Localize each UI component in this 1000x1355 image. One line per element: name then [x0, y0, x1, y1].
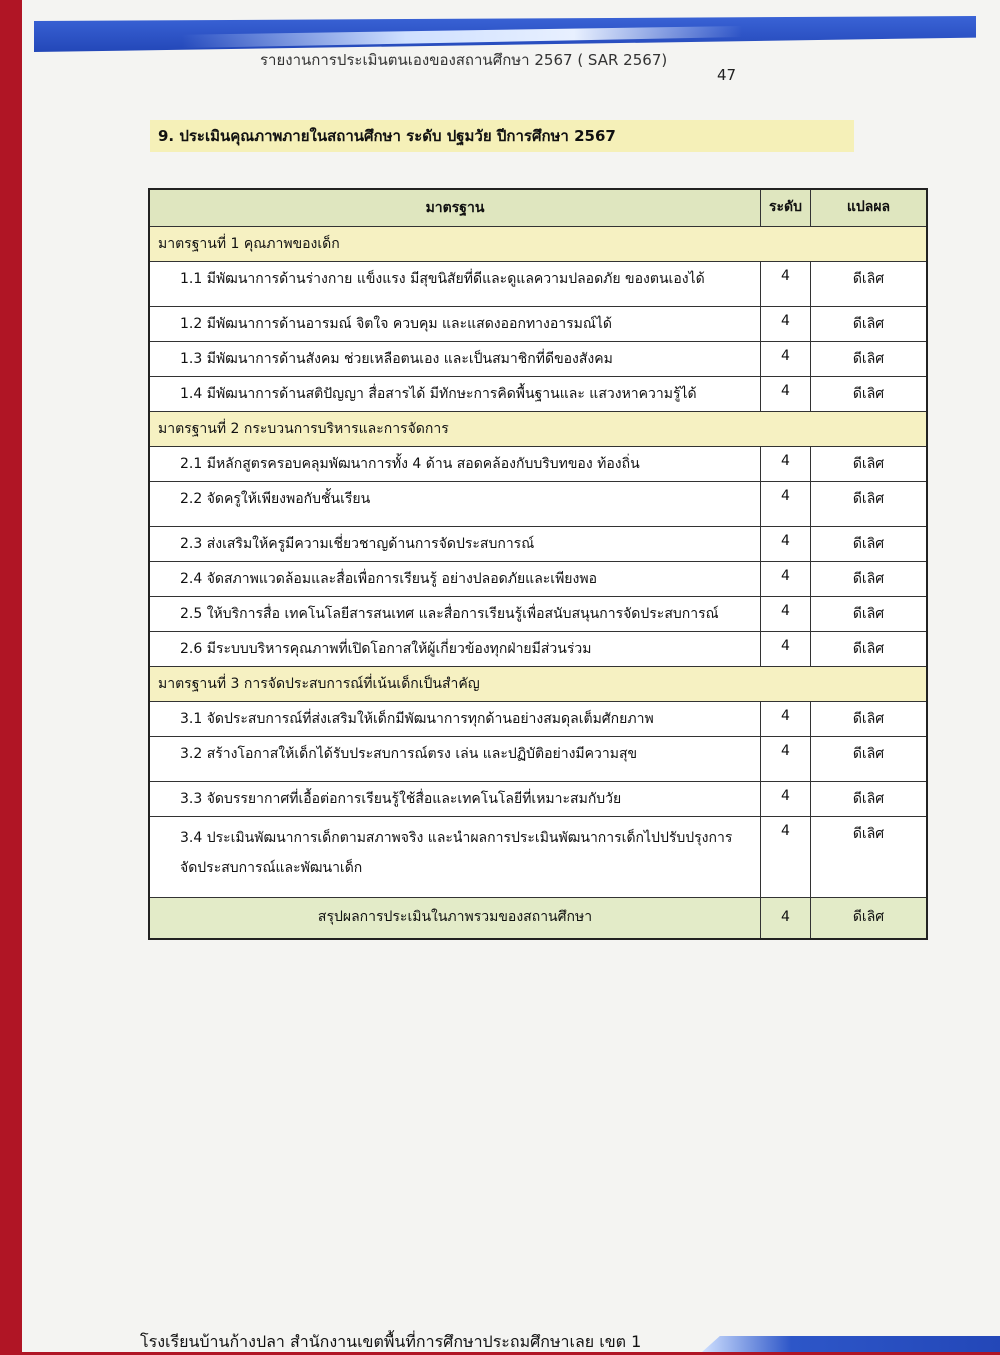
item-level: 4: [760, 632, 810, 666]
group-row: [150, 667, 926, 702]
item-text: 3.1 จัดประสบการณ์ที่ส่งเสริมให้เด็กมีพัฒนาการทุกด้านอย่างสมดุลเต็มศักยภาพ: [180, 711, 654, 727]
item-result: ดีเลิศ: [810, 817, 926, 897]
group-title: มาตรฐานที่ 2 กระบวนการบริหารและการจัดการ: [158, 421, 449, 437]
group-title: มาตรฐานที่ 1 คุณภาพของเด็ก: [158, 236, 340, 252]
footer-band: [702, 1336, 1000, 1352]
section-title: 9. ประเมินคุณภาพภายในสถานศึกษา ระดับ ปฐมวัย ปีการศึกษา 2567: [150, 120, 854, 152]
item-text: 3.3 จัดบรรยากาศที่เอื้อต่อการเรียนรู้ใช้สื่อและเทคโนโลยีที่เหมาะสมกับวัย: [180, 791, 622, 807]
summary-row: [150, 898, 926, 938]
table-row: [150, 482, 926, 527]
group-row: [150, 227, 926, 262]
table-row: [150, 597, 926, 632]
evaluation-table: [148, 188, 928, 940]
report-title: รายงานการประเมินตนเองของสถานศึกษา 2567 ( SAR 2567): [260, 51, 668, 69]
table-row: [150, 702, 926, 737]
header-level: ระดับ: [760, 190, 810, 226]
table-header-row: [150, 190, 926, 227]
item-result: ดีเลิศ: [810, 702, 926, 736]
item-result: ดีเลิศ: [810, 262, 926, 306]
item-text: 1.1 มีพัฒนาการด้านร่างกาย แข็งแรง มีสุขนิสัยที่ดีและดูแลความปลอดภัย ของตนเองได้: [180, 271, 705, 287]
item-text: 2.6 มีระบบบริหารคุณภาพที่เปิดโอกาสให้ผู้เกี่ยวข้องทุกฝ่ายมีส่วนร่วม: [180, 641, 592, 657]
item-text: 2.1 มีหลักสูตรครอบคลุมพัฒนาการทั้ง 4 ด้าน สอดคล้องกับบริบทของ ท้องถิ่น: [180, 456, 640, 472]
item-level: 4: [760, 447, 810, 481]
header-standard: มาตรฐาน: [425, 200, 485, 216]
group-title: มาตรฐานที่ 3 การจัดประสบการณ์ที่เน้นเด็กเป็นสำคัญ: [158, 676, 480, 692]
item-result: ดีเลิศ: [810, 482, 926, 526]
item-level: 4: [760, 527, 810, 561]
footer-school: โรงเรียนบ้านก้างปลา สำนักงานเขตพื้นที่การศึกษาประถมศึกษาเลย เขต 1: [140, 1332, 642, 1351]
item-level: 4: [760, 702, 810, 736]
item-result: ดีเลิศ: [810, 632, 926, 666]
table-row: [150, 782, 926, 817]
item-level: 4: [760, 307, 810, 341]
item-text: 2.5 ให้บริการสื่อ เทคโนโลยีสารสนเทศ และสื่อการเรียนรู้เพื่อสนับสนุนการจัดประสบการณ์: [180, 606, 719, 622]
table-row: [150, 262, 926, 307]
group-row: [150, 412, 926, 447]
document-page: [22, 0, 1000, 1352]
page-number: 47: [717, 66, 737, 84]
table-row: [150, 737, 926, 782]
table-row: [150, 562, 926, 597]
table-row: [150, 307, 926, 342]
item-text: 2.4 จัดสภาพแวดล้อมและสื่อเพื่อการเรียนรู้ อย่างปลอดภัยและเพียงพอ: [180, 571, 597, 587]
item-text: 3.4 ประเมินพัฒนาการเด็กตามสภาพจริง และนำผลการประเมินพัฒนาการเด็กไปปรับปรุงการ จัดประสบการณ์และพัฒนาเด็ก: [180, 830, 733, 876]
item-level: 4: [760, 342, 810, 376]
item-level: 4: [760, 482, 810, 526]
item-text: 1.4 มีพัฒนาการด้านสติปัญญา สื่อสารได้ มีทักษะการคิดพื้นฐานและ แสวงหาความรู้ได้: [180, 386, 697, 402]
item-level: 4: [760, 262, 810, 306]
summary-level: 4: [760, 898, 810, 938]
item-result: ดีเลิศ: [810, 782, 926, 816]
table-row: [150, 342, 926, 377]
item-text: 3.2 สร้างโอกาสให้เด็กได้รับประสบการณ์ตรง เล่น และปฏิบัติอย่างมีความสุข: [180, 746, 638, 762]
item-text: 1.3 มีพัฒนาการด้านสังคม ช่วยเหลือตนเอง และเป็นสมาชิกที่ดีของสังคม: [180, 351, 613, 367]
header-result: แปลผล: [810, 190, 926, 226]
summary-result: ดีเลิศ: [810, 898, 926, 938]
item-level: 4: [760, 377, 810, 411]
item-result: ดีเลิศ: [810, 377, 926, 411]
table-row: [150, 632, 926, 667]
table-row: [150, 377, 926, 412]
item-level: 4: [760, 782, 810, 816]
table-row: [150, 527, 926, 562]
table-row: [150, 817, 926, 898]
item-result: ดีเลิศ: [810, 447, 926, 481]
item-result: ดีเลิศ: [810, 307, 926, 341]
item-text: 2.3 ส่งเสริมให้ครูมีความเชี่ยวชาญด้านการจัดประสบการณ์: [180, 536, 535, 552]
item-text: 2.2 จัดครูให้เพียงพอกับชั้นเรียน: [180, 491, 371, 507]
table-row: [150, 447, 926, 482]
item-text: 1.2 มีพัฒนาการด้านอารมณ์ จิตใจ ควบคุม และแสดงออกทางอารมณ์ได้: [180, 316, 613, 332]
item-result: ดีเลิศ: [810, 597, 926, 631]
item-level: 4: [760, 597, 810, 631]
item-level: 4: [760, 737, 810, 781]
item-result: ดีเลิศ: [810, 342, 926, 376]
item-level: 4: [760, 562, 810, 596]
item-level: 4: [760, 817, 810, 897]
summary-label: สรุปผลการประเมินในภาพรวมของสถานศึกษา: [317, 909, 593, 925]
item-result: ดีเลิศ: [810, 737, 926, 781]
item-result: ดีเลิศ: [810, 527, 926, 561]
item-result: ดีเลิศ: [810, 562, 926, 596]
